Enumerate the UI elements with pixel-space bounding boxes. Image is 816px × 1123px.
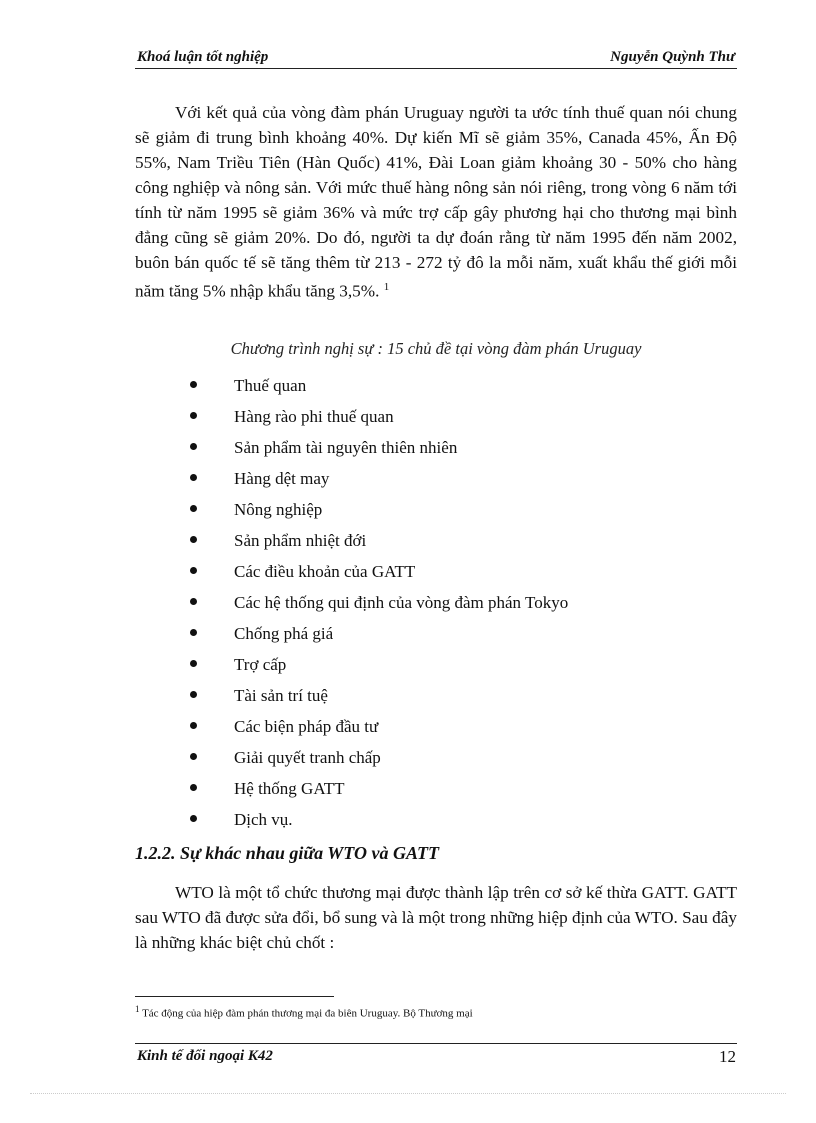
list-item (190, 466, 568, 497)
list-item (190, 683, 568, 714)
list-item (190, 559, 568, 590)
bullet-icon (190, 660, 197, 667)
list-item-label: Chống phá giá (234, 624, 334, 643)
list-item (190, 714, 568, 745)
list-item-label: Sản phẩm nhiệt đới (234, 531, 367, 550)
list-item (190, 621, 568, 652)
list-item (190, 807, 568, 838)
section-heading: 1.2.2. Sự khác nhau giữa WTO và GATT (135, 843, 439, 863)
bullet-icon (190, 412, 197, 419)
bullet-icon (190, 784, 197, 791)
list-item-label: Dịch vụ. (234, 810, 293, 829)
list-item (190, 404, 568, 435)
list-item-label: Hệ thống GATT (234, 779, 345, 798)
footer-left-text: Kinh tế đối ngoại K42 (137, 1048, 273, 1064)
footnote-divider (135, 996, 334, 997)
footnote-reference[interactable]: 1 (383, 281, 390, 293)
list-item-label: Các điều khoản của GATT (234, 562, 416, 581)
footnote-number: 1 (135, 1004, 140, 1014)
list-item (190, 745, 568, 776)
paragraph-wto-text: WTO là một tổ chức thương mại được thành lập trên cơ sở kế thừa GATT. GATT sau WTO đã được sửa đổi, bổ sung và là một trong những hiệp định của WTO. Sau đây là những khác biệt chủ chốt : (135, 883, 737, 952)
footer-divider (135, 1043, 737, 1044)
list-item (190, 652, 568, 683)
bullet-icon (190, 443, 197, 450)
page-number: 12 (719, 1047, 736, 1066)
header-left-title: Khoá luận tốt nghiệp (137, 49, 269, 65)
list-item (190, 528, 568, 559)
bullet-icon (190, 536, 197, 543)
list-item (190, 373, 568, 404)
list-item (190, 776, 568, 807)
list-item-label: Tài sản trí tuệ (234, 686, 328, 705)
list-item-label: Trợ cấp (234, 655, 287, 674)
bullet-icon (190, 381, 197, 388)
footnote (135, 1004, 473, 1020)
bullet-icon (190, 505, 197, 512)
list-item-label: Hàng rào phi thuế quan (234, 407, 394, 426)
agenda-topic-list (190, 373, 568, 838)
bullet-icon (190, 598, 197, 605)
list-item-label: Thuế quan (234, 376, 307, 395)
bullet-icon (190, 815, 197, 822)
list-item-label: Các hệ thống qui định của vòng đàm phán Tokyo (234, 593, 569, 612)
list-item-label: Các biện pháp đầu tư (234, 717, 379, 736)
list-item-label: Hàng dệt may (234, 469, 330, 488)
bullet-icon (190, 722, 197, 729)
list-item (190, 497, 568, 528)
footnote-text: Tác động của hiệp đàm phán thương mại đa biên Uruguay. Bộ Thương mại (142, 1007, 473, 1020)
agenda-caption: Chương trình nghị sự : 15 chủ đề tại vòng đàm phán Uruguay (230, 339, 642, 358)
header-author: Nguyễn Quỳnh Thư (610, 49, 735, 65)
list-item (190, 590, 568, 621)
bullet-icon (190, 753, 197, 760)
list-item-label: Nông nghiệp (234, 500, 323, 519)
paragraph-tariff-results (135, 100, 737, 304)
paragraph-tariff-text: Với kết quả của vòng đàm phán Uruguay người ta ước tính thuế quan nói chung sẽ giảm đi trung bình khoảng 40%. Dự kiến Mĩ sẽ giảm 35%, Canada 45%, Ấn Độ 55%, Nam Triều Tiên (Hàn Quốc) 41%, Đài Loan giảm khoảng 30 - 50% cho hàng công nghiệp và nông sản. Với mức thuế hàng nông sản nói riêng, trong vòng 6 năm tới tính từ năm 1995 sẽ giảm 36% và mức trợ cấp gây phương hại cho thương mại bình đẳng cũng sẽ giảm 20%. Do đó, người ta dự đoán rằng từ năm 1995 đến năm 2002, buôn bán quốc tế sẽ tăng thêm từ 213 - 272 tỷ đô la mỗi năm, xuất khẩu thế giới mỗi năm tăng 5% nhập khẩu tăng 3,5%. (135, 103, 737, 301)
page-bottom-dotted-line (30, 1093, 786, 1094)
paragraph-wto-gatt (135, 880, 737, 955)
bullet-icon (190, 629, 197, 636)
bullet-icon (190, 567, 197, 574)
bullet-icon (190, 474, 197, 481)
list-item-label: Sản phẩm tài nguyên thiên nhiên (234, 438, 458, 457)
bullet-icon (190, 691, 197, 698)
page-header (135, 48, 737, 69)
list-item-label: Giải quyết tranh chấp (234, 748, 381, 767)
list-item (190, 435, 568, 466)
